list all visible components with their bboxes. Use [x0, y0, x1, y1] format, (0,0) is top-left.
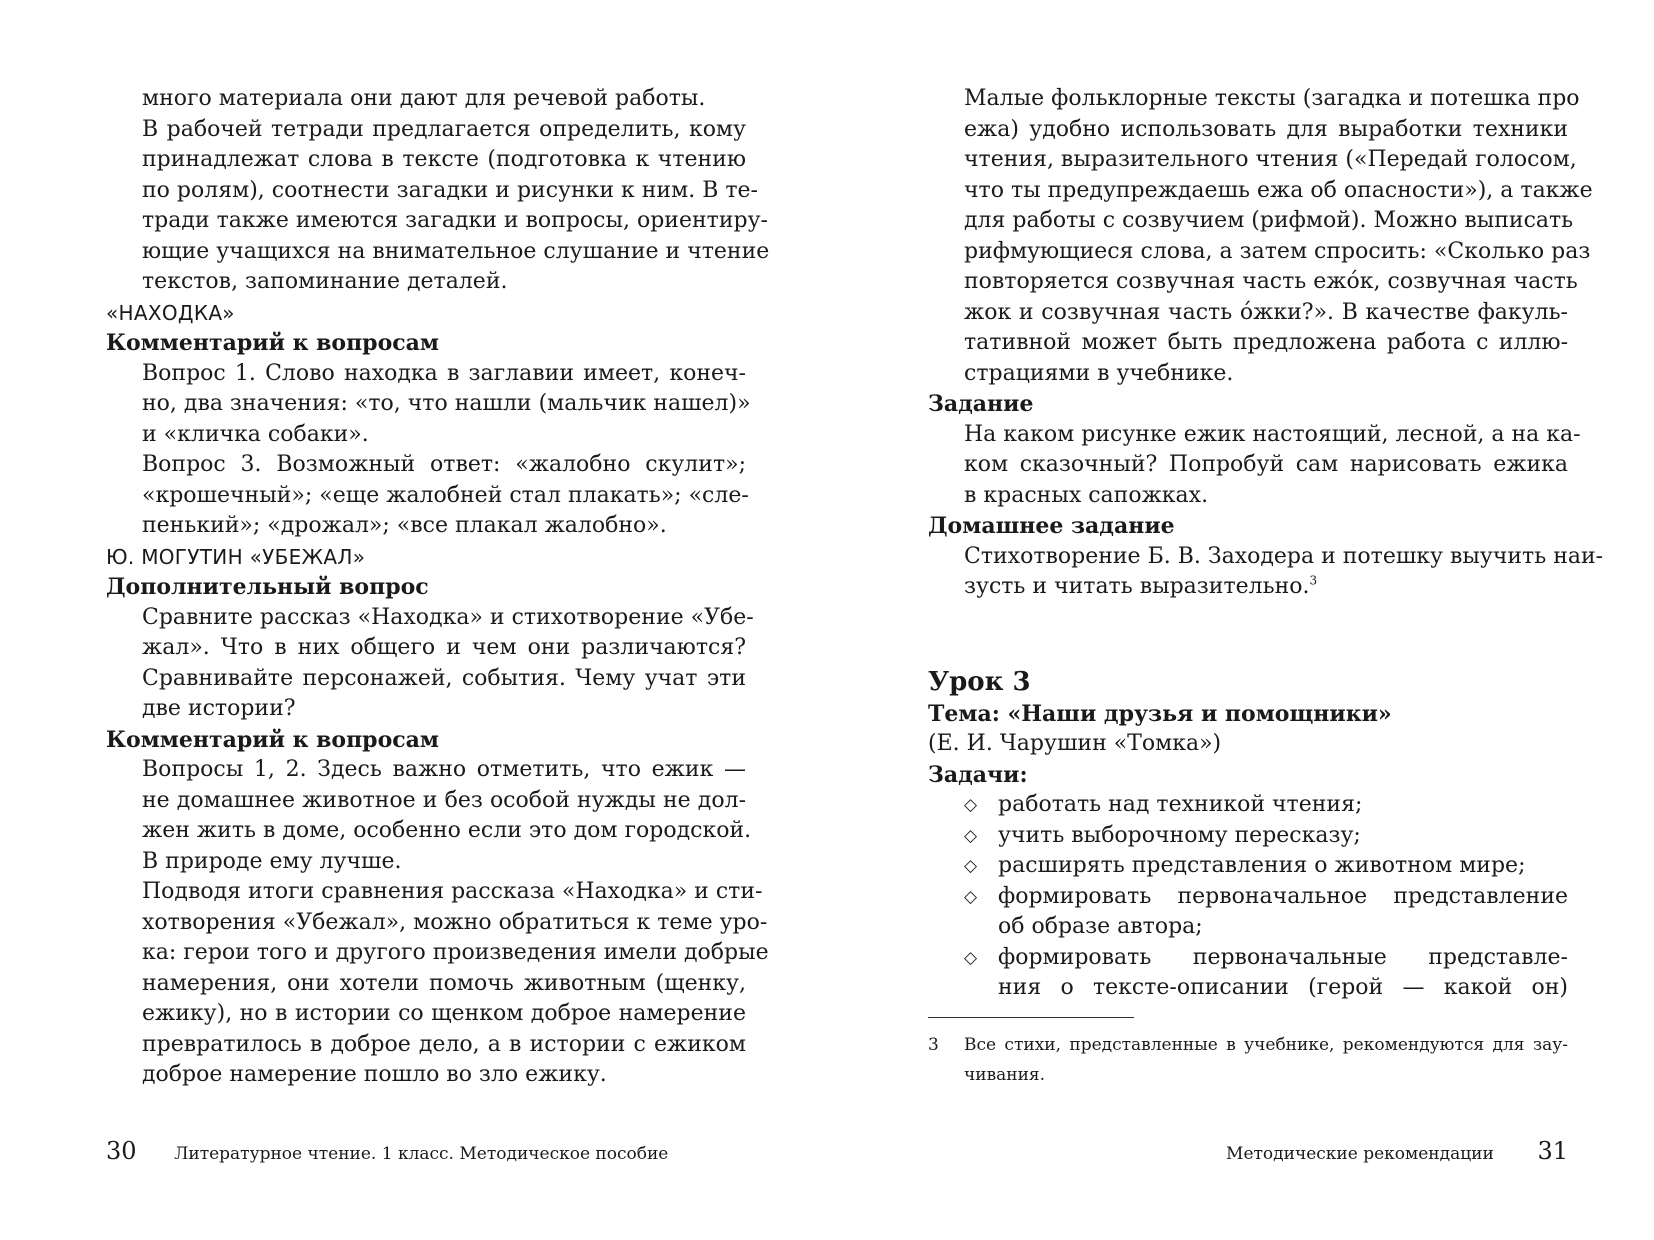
diamond-bullet-icon: ◇: [964, 947, 978, 968]
list-item: [928, 790, 1568, 821]
subheading: Дополнительный вопрос: [106, 574, 429, 600]
paragraph: [964, 84, 1593, 389]
paragraph: [142, 359, 751, 451]
left-page-text: [106, 84, 770, 1091]
text-line: Сравнивайте персонажей, события. Чему учат эти: [142, 665, 746, 691]
text-line: В рабочей тетради предлагается определить, кому: [142, 116, 746, 142]
text-line: доброе намерение пошло во зло ежику.: [142, 1062, 607, 1087]
text-line: На каком рисунке ежик настоящий, лесной, а на ка-: [964, 421, 1581, 447]
text-line: для работы с созвучием (рифмой). Можно выписать: [964, 208, 1574, 233]
text-line: жок и созвучная часть о́жки?». В качестве факуль-: [964, 299, 1568, 325]
text-line: что ты предупреждаешь ежа об опасности»), а также: [964, 177, 1593, 203]
tasks-list: [928, 790, 1568, 1004]
diamond-bullet-icon: ◇: [964, 795, 978, 815]
text-line: в красных сапожках.: [964, 482, 1209, 508]
list-item: [928, 943, 1568, 1004]
text-line: много материала они дают для речевой работы.: [142, 86, 706, 111]
text-line: ка: герои того и другого произведения имели добрые: [142, 940, 769, 965]
text-line: Подводя итоги сравнения рассказа «Находка» и сти-: [142, 879, 763, 904]
text-line: чивания.: [964, 1065, 1046, 1085]
diamond-bullet-icon: ◇: [964, 886, 978, 907]
footnote-divider: [928, 1017, 1134, 1018]
running-title: Методические рекомендации: [1226, 1144, 1494, 1164]
text-line: принадлежат слова в тексте (подготовка к чтению: [142, 147, 746, 172]
subheading: Домашнее задание: [928, 513, 1175, 539]
text-line: жал». Что в них общего и чем они различаются?: [142, 635, 746, 660]
section-heading: Ю. МОГУТИН «УБЕЖАЛ»: [106, 544, 366, 569]
text-line: ком сказочный? Попробуй сам нарисовать ежика: [964, 452, 1568, 477]
lesson-title: Урок 3: [928, 666, 1031, 697]
text-line: ющие учащихся на внимательное слушание и чтение: [142, 238, 770, 264]
text-line: страциями в учебнике.: [964, 360, 1234, 386]
spacer: [928, 603, 1568, 665]
text-line: формировать первоначальное представление: [998, 883, 1568, 909]
footnote: [928, 1030, 1568, 1090]
text-line: текстов, запоминание деталей.: [142, 269, 508, 294]
text-line: по ролям), соотнести загадки и рисунки к ним. В те-: [142, 177, 758, 203]
text-line: «крошечный»; «еще жалобней стал плакать»; «сле-: [142, 482, 749, 508]
text-line: пенький»; «дрожал»; «все плакал жалобно».: [142, 513, 667, 538]
text-line: об образе автора;: [998, 914, 1203, 939]
paragraph: [142, 877, 769, 1091]
text-line: намерения, они хотели помочь животным (щенку,: [142, 970, 746, 996]
text-line: жен жить в доме, особенно если это дом городской.: [142, 818, 752, 843]
page-footer: [106, 1136, 668, 1169]
page-footer: [1226, 1136, 1568, 1169]
text-line: превратилось в доброе дело, а в истории с ежиком: [142, 1031, 746, 1057]
footnote-number: 3: [928, 1035, 939, 1055]
diamond-bullet-icon: ◇: [964, 856, 978, 876]
text-line: и «кличка собаки».: [142, 421, 369, 447]
text-line: рифмующиеся слова, а затем спросить: «Сколько раз: [964, 238, 1591, 264]
right-page-text: [928, 84, 1604, 1004]
subheading: Комментарий к вопросам: [106, 330, 439, 356]
text-line: тради также имеются загадки и вопросы, ориентиру-: [142, 208, 768, 233]
text-line: формировать первоначальные представле-: [998, 944, 1568, 970]
lesson-topic: Тема: «Наши друзья и помощники»: [928, 700, 1392, 727]
paragraph: [142, 603, 754, 725]
diamond-bullet-icon: ◇: [964, 825, 978, 846]
text-line: Малые фольклорные тексты (загадка и потешка про: [964, 86, 1580, 111]
text-line: В природе ему лучше.: [142, 848, 402, 874]
text-line: хотворения «Убежал», можно обратиться к теме уро-: [142, 909, 768, 935]
text-line: Все стихи, представленные в учебнике, рекомендуются для зау-: [964, 1035, 1568, 1055]
text-line: ежику), но в истории со щенком доброе намерение: [142, 1001, 746, 1026]
paragraph: [142, 115, 770, 298]
subheading: Комментарий к вопросам: [106, 726, 439, 753]
paragraph: [964, 420, 1581, 512]
text-line: Вопросы 1, 2. Здесь важно отметить, что ежик —: [142, 757, 746, 782]
text-line: Стихотворение Б. В. Заходера и потешку выучить наи-: [964, 543, 1604, 569]
text-line: Вопрос 1. Слово находка в заглавии имеет, конеч-: [142, 360, 746, 386]
text-line: чтения, выразительного чтения («Передай голосом,: [964, 147, 1577, 172]
text-line: повторяется созвучная часть ежо́к, созвучная часть: [964, 269, 1578, 294]
subheading: Задание: [928, 391, 1034, 417]
text-line: ния о тексте-описании (герой — какой он): [998, 975, 1568, 1000]
page-number: 31: [1537, 1137, 1568, 1165]
right-page: [827, 0, 1654, 1240]
text-line: [964, 572, 1568, 603]
list-item: [928, 882, 1568, 943]
text-line: работать над техникой чтения;: [998, 792, 1363, 817]
lesson-source: (Е. И. Чарушин «Томка»): [928, 731, 1222, 756]
running-title: Литературное чтение. 1 класс. Методическое пособие: [174, 1144, 669, 1164]
text-line: Сравните рассказ «Находка» и стихотворение «Убе-: [142, 604, 754, 630]
paragraph: [142, 84, 746, 115]
paragraph: [964, 542, 1604, 603]
text-line: две истории?: [142, 696, 296, 721]
paragraph: [142, 755, 752, 877]
text-line: учить выборочному пересказу;: [998, 822, 1361, 848]
paragraph: [142, 450, 749, 542]
text-line: ежа) удобно использовать для выработки техники: [964, 116, 1568, 142]
section-heading: «НАХОДКА»: [106, 300, 235, 325]
text-line: расширять представления о животном мире;: [998, 853, 1526, 878]
text-line: тативной может быть предложена работа с иллю-: [964, 330, 1568, 355]
footnote-text: [964, 1030, 1568, 1090]
footnote-reference: 3: [1309, 573, 1318, 588]
page-number: 30: [106, 1137, 137, 1165]
text-fragment: зусть и читать выразительно.: [964, 574, 1310, 599]
text-line: не домашнее животное и без особой нужды не дол-: [142, 787, 746, 813]
list-item: [928, 821, 1568, 852]
list-item: [928, 851, 1568, 882]
text-line: Вопрос 3. Возможный ответ: «жалобно скулит»;: [142, 452, 746, 477]
tasks-heading: Задачи:: [928, 761, 1028, 788]
text-line: но, два значения: «то, что нашли (мальчик нашел)»: [142, 391, 751, 416]
